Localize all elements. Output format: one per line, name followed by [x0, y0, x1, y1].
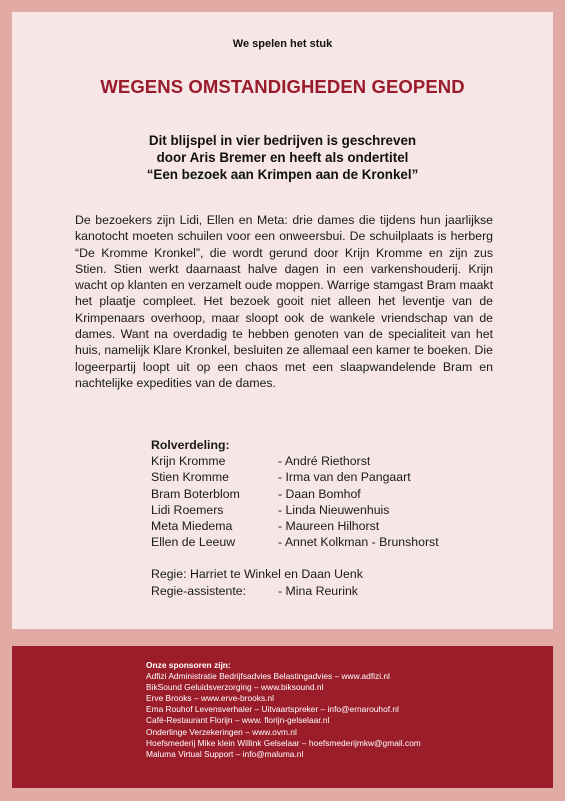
cast-actor: - Maureen Hilhorst — [278, 519, 380, 534]
sponsor-item: Adfizi Administratie Bedrijfsadvies Belastingadvies – www.adfizi.nl — [146, 671, 390, 682]
cast-row — [151, 469, 511, 485]
cast-role: Meta Miedema — [151, 519, 233, 534]
cast-row — [151, 486, 511, 502]
sponsor-list — [146, 660, 421, 760]
cast-role: Ellen de Leeuw — [151, 535, 236, 550]
cast-row — [151, 518, 511, 534]
sponsor-box — [12, 646, 553, 788]
cast-heading: Rolverdeling: — [151, 438, 230, 452]
sponsor-item: Erve Brooks – www.erve-brooks.nl — [146, 693, 274, 704]
sponsor-heading: Onze sponsoren zijn: — [146, 660, 231, 670]
cast-row — [151, 534, 511, 550]
regie-assistant-role: Regie-assistente: — [151, 583, 247, 598]
sponsor-item: Ema Rouhof Levensverhaler – Uitvaartspreker – info@ernarouhof.nl — [146, 704, 399, 715]
sponsor-item: BikSound Geluidsverzorging – www.biksound.nl — [146, 682, 324, 693]
content-panel — [12, 12, 553, 629]
sponsor-item: Hoefsmederij Mike klein Willink Gelselaar – hoefsmederijmkw@gmail.com — [146, 737, 421, 748]
subtitle — [12, 132, 553, 183]
description-paragraph: De bezoekers zijn Lidi, Ellen en Meta: drie dames die tijdens hun jaarlijkse kanotocht moeten schuilen voor een onweersbui. De schuilplaats is herberg “De Kromme Kronkel”, die wordt gerund door Krijn Kromme en zijn zus Stien. Stien werkt daarnaast halve dagen in een varkenshouderij. Krijn wacht op klanten en verzamelt oude moppen. Warrige stamgast Bram maakt het plaatje compleet. Het bezoek gooit niet alleen het leventje van de Krimpenaars overhoop, maar sloopt ook de wankele vriendschap van de dames. Want na overdadig te hebben genoten van de specialiteit van het huis, namelijk Klare Kronkel, besluiten ze allemaal een kamer te boeken. Die logeerpartij loopt uit op een chaos met een slaapwandelende Bram en nachtelijke expedities van de dames. — [75, 213, 493, 390]
cast-role: Lidi Roemers — [151, 502, 224, 517]
cast-row — [151, 502, 511, 518]
sponsor-item: Café-Restaurant Florijn – www. florijn-gelselaar.nl — [146, 715, 330, 726]
regie-line: Regie: Harriet te Winkel en Daan Uenk — [151, 567, 363, 582]
regie-assistant-row — [151, 583, 511, 599]
cast-role: Krijn Kromme — [151, 454, 226, 469]
cast-role: Stien Kromme — [151, 470, 229, 485]
cast-list — [151, 437, 511, 599]
subtitle-line-3: “Een bezoek aan Krimpen aan de Kronkel” — [146, 167, 419, 182]
cast-row — [151, 453, 511, 469]
cast-role: Bram Boterblom — [151, 486, 240, 501]
cast-actor: - André Riethorst — [278, 454, 371, 469]
cast-actor: - Daan Bomhof — [278, 486, 361, 501]
play-title: WEGENS OMSTANDIGHEDEN GEOPEND — [100, 76, 465, 97]
kicker-text: We spelen het stuk — [232, 38, 333, 50]
cast-actor: - Irma van den Pangaart — [278, 470, 411, 485]
regie-assistant-name: - Mina Reurink — [278, 583, 358, 598]
sponsor-item: Maluma Virtual Support – info@maluma.nl — [146, 748, 304, 759]
sponsor-item: Onderlinge Verzekeringen – www.ovm.nl — [146, 726, 297, 737]
cast-actor: - Linda Nieuwenhuis — [278, 502, 390, 517]
cast-actor: - Annet Kolkman - Brunshorst — [278, 535, 439, 550]
subtitle-line-1: Dit blijspel in vier bedrijven is geschreven — [148, 133, 417, 148]
subtitle-line-2: door Aris Bremer en heeft als ondertitel — [156, 150, 409, 165]
